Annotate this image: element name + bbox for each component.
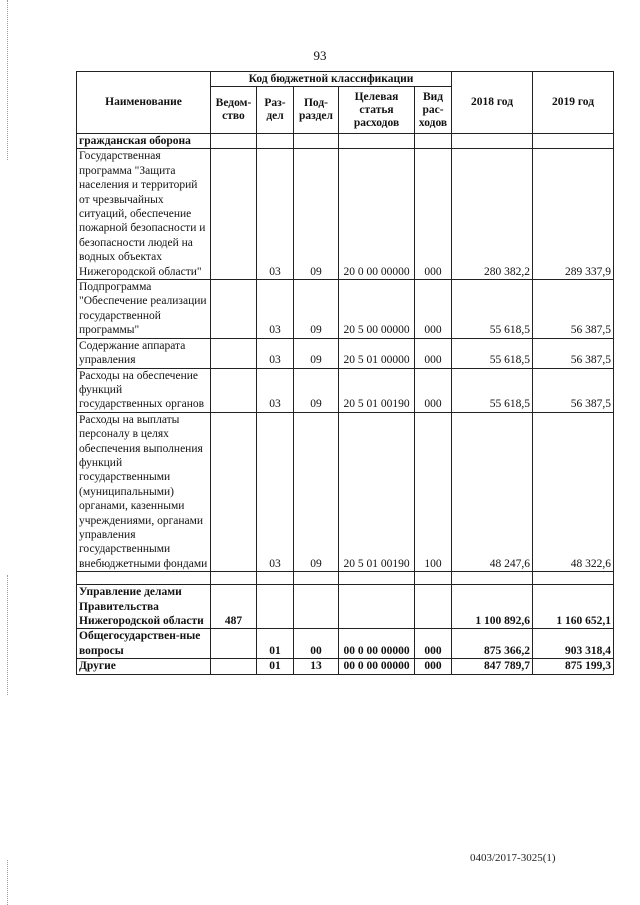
cell-celevaya: 20 5 01 00190 [339,412,415,571]
cell-podrazdel: 09 [294,368,339,412]
cell-2019: 56 387,5 [533,368,614,412]
cell-razdel [257,572,294,585]
header-podrazdel: Под-раздел [294,87,339,134]
cell-2019 [533,134,614,149]
cell-2018: 55 618,5 [452,280,533,339]
cell-2019 [533,572,614,585]
cell-vid: 100 [415,412,452,571]
cell-name: Расходы на выплаты персоналу в целях обеспечения выполнения функций государственными (муниципальными) органами, казенными учреждениями, органами управления государственными внебюджетными фондами [77,412,211,571]
cell-2019: 1 160 652,1 [533,585,614,629]
table-row [77,629,614,659]
table-row [77,338,614,368]
table-row [77,280,614,339]
left-edge-mark-bottom [7,860,9,905]
cell-vedomstvo [211,368,257,412]
cell-celevaya: 20 5 01 00190 [339,368,415,412]
cell-razdel: 03 [257,149,294,280]
cell-razdel: 03 [257,280,294,339]
cell-2019: 56 387,5 [533,338,614,368]
header-razdel: Раз-дел [257,87,294,134]
cell-razdel [257,585,294,629]
cell-vid: 000 [415,659,452,674]
cell-podrazdel: 09 [294,280,339,339]
cell-vedomstvo [211,338,257,368]
cell-celevaya: 20 5 00 00000 [339,280,415,339]
cell-name: Другие [77,659,211,674]
cell-vid: 000 [415,280,452,339]
cell-2018: 875 366,2 [452,629,533,659]
cell-celevaya [339,134,415,149]
cell-razdel: 01 [257,659,294,674]
table-row [77,149,614,280]
cell-2018 [452,134,533,149]
cell-name: Содержание аппарата управления [77,338,211,368]
cell-vedomstvo [211,572,257,585]
cell-2019: 903 318,4 [533,629,614,659]
cell-2018: 48 247,6 [452,412,533,571]
cell-podrazdel [294,572,339,585]
cell-celevaya [339,572,415,585]
header-name: Наименование [77,72,211,134]
cell-vid [415,585,452,629]
cell-vedomstvo [211,412,257,571]
cell-razdel: 03 [257,412,294,571]
cell-vid: 000 [415,629,452,659]
cell-vid [415,134,452,149]
cell-name: гражданская оборона [77,134,211,149]
cell-name: Подпрограмма "Обеспечение реализации государственной программы" [77,280,211,339]
cell-podrazdel [294,134,339,149]
left-edge-mark-mid [7,575,9,695]
header-2019: 2019 год [533,72,614,134]
cell-name: Общегосударствен-ные вопросы [77,629,211,659]
cell-vedomstvo [211,280,257,339]
cell-vedomstvo [211,149,257,280]
cell-2018: 55 618,5 [452,338,533,368]
cell-vid: 000 [415,149,452,280]
footer-doc-code: 0403/2017-3025(1) [470,852,556,864]
cell-razdel: 01 [257,629,294,659]
header-vid: Вид рас-ходов [415,87,452,134]
cell-name: Государственная программа "Защита населения и территорий от чрезвычайных ситуаций, обеспечение пожарной безопасности и безопасности людей на водных объектах Нижегородской области" [77,149,211,280]
cell-razdel: 03 [257,368,294,412]
cell-vedomstvo [211,659,257,674]
header-2018: 2018 год [452,72,533,134]
cell-2018 [452,572,533,585]
table-row [77,572,614,585]
cell-podrazdel: 13 [294,659,339,674]
table-row [77,368,614,412]
header-vedomstvo: Ведом-ство [211,87,257,134]
cell-podrazdel [294,585,339,629]
cell-podrazdel: 09 [294,412,339,571]
cell-2018: 280 382,2 [452,149,533,280]
cell-podrazdel: 09 [294,149,339,280]
cell-name: Управление делами Правительства Нижегородской области [77,585,211,629]
cell-vedomstvo [211,629,257,659]
cell-name: Расходы на обеспечение функций государственных органов [77,368,211,412]
cell-vedomstvo [211,134,257,149]
cell-podrazdel: 09 [294,338,339,368]
cell-2019: 48 322,6 [533,412,614,571]
cell-vid [415,572,452,585]
cell-celevaya: 00 0 00 00000 [339,659,415,674]
left-edge-mark-top [7,0,9,160]
table-row [77,659,614,674]
cell-name [77,572,211,585]
cell-podrazdel: 00 [294,629,339,659]
cell-razdel: 03 [257,338,294,368]
table-row [77,134,614,149]
cell-2018: 55 618,5 [452,368,533,412]
table-body [77,134,614,675]
cell-celevaya: 00 0 00 00000 [339,629,415,659]
cell-celevaya: 20 5 01 00000 [339,338,415,368]
cell-vid: 000 [415,368,452,412]
cell-2018: 847 789,7 [452,659,533,674]
cell-razdel [257,134,294,149]
cell-2019: 289 337,9 [533,149,614,280]
cell-2019: 56 387,5 [533,280,614,339]
table-row [77,585,614,629]
page-number: 93 [313,48,327,63]
cell-2018: 1 100 892,6 [452,585,533,629]
cell-2019: 875 199,3 [533,659,614,674]
cell-vedomstvo: 487 [211,585,257,629]
cell-celevaya: 20 0 00 00000 [339,149,415,280]
cell-vid: 000 [415,338,452,368]
cell-celevaya [339,585,415,629]
header-kbk-group: Код бюджетной классификации [211,72,452,87]
table-row [77,412,614,571]
header-celevaya: Целевая статья расходов [339,87,415,134]
budget-table [76,71,614,675]
